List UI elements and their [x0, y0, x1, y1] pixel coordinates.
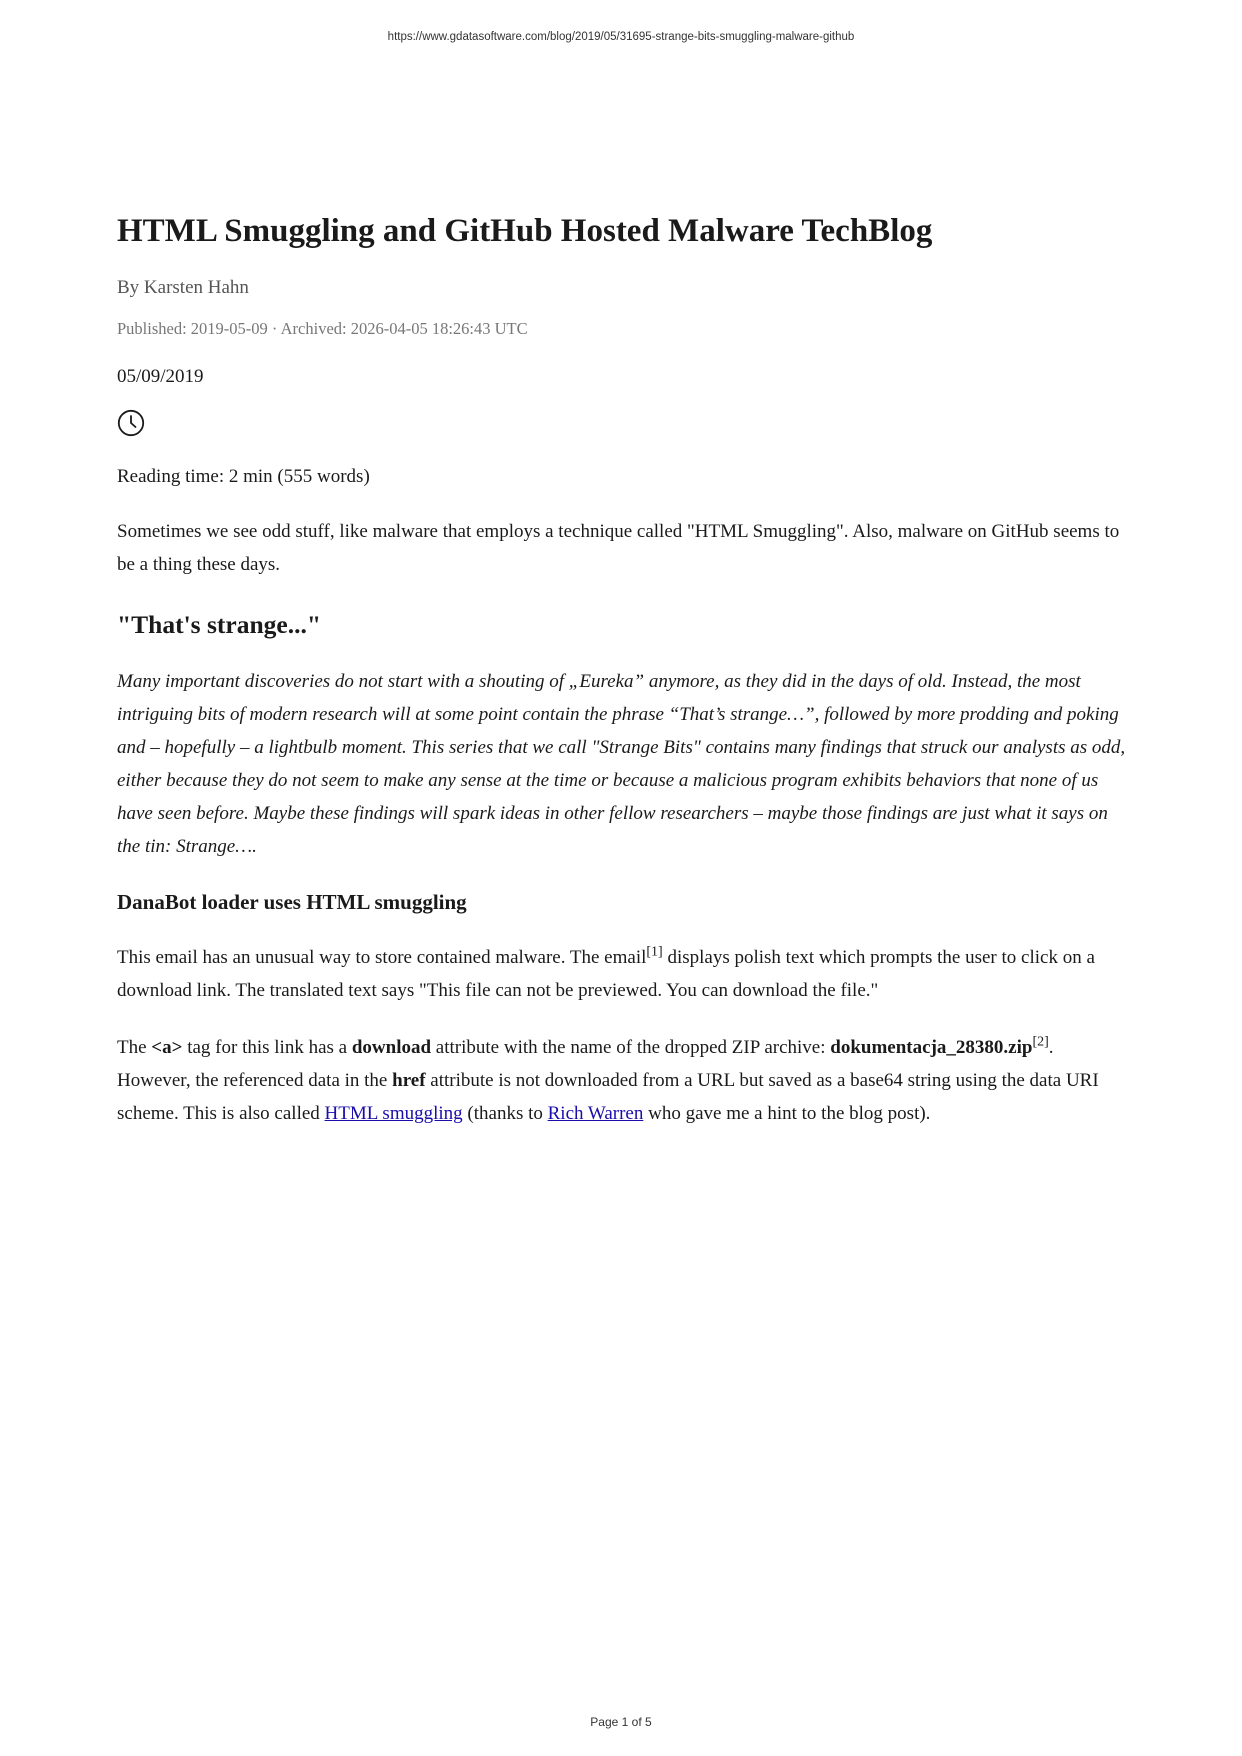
- para2-text-4: . However, the referenced data in the: [117, 1037, 1054, 1091]
- para1-text-b: displays polish text which prompts the user to click on a download link. The translated text says "This file can not be previewed. You can download the file.": [117, 947, 1095, 1001]
- reading-time: Reading time: 2 min (555 words): [117, 466, 370, 487]
- para1-text-a: This email has an unusual way to store contained malware. The email: [117, 947, 647, 968]
- para2-text-5: attribute is not downloaded from a URL but saved as a base64 string using the data URI scheme. This is also called: [117, 1070, 1099, 1124]
- page-header-url: https://www.gdatasoftware.com/blog/2019/05/31695-strange-bits-smuggling-malware-github: [387, 31, 855, 43]
- para2-text-2: tag for this link has a: [182, 1037, 352, 1058]
- page-number: Page 1 of 5: [590, 1715, 652, 1729]
- href-attr-term: href: [392, 1070, 426, 1091]
- rich-warren-link[interactable]: Rich Warren: [547, 1103, 644, 1124]
- clock-icon: [117, 409, 145, 437]
- intro-paragraph: Sometimes we see odd stuff, like malware that employs a technique called "HTML Smuggling". Also, malware on GitHub seems to be a thing these days.: [117, 521, 1120, 575]
- download-attr-term: download: [351, 1037, 432, 1058]
- footnote-ref-2: [2]: [1032, 1034, 1049, 1050]
- paragraph-email: [117, 941, 1127, 1007]
- para2-text-7: who gave me a hint to the blog post).: [643, 1103, 931, 1124]
- para2-text-1: The: [117, 1037, 152, 1058]
- article-title: HTML Smuggling and GitHub Hosted Malware TechBlog: [117, 213, 933, 249]
- subheading: DanaBot loader uses HTML smuggling: [117, 890, 467, 914]
- para2-text-3: attribute with the name of the dropped ZIP archive:: [431, 1037, 831, 1058]
- publish-info: Published: 2019-05-09 · Archived: 2026-04-05 18:26:43 UTC: [117, 319, 528, 338]
- article-byline: By Karsten Hahn: [117, 277, 249, 298]
- article-date: 05/09/2019: [117, 366, 204, 387]
- section-heading: "That's strange...": [117, 610, 321, 639]
- quote-paragraph: Many important discoveries do not start with a shouting of „Eureka” anymore, as they did in the days of old. Instead, the most intriguing bits of modern research will at some point contain the phrase “That’s strange…”, followed by more prodding and poking and – hopefully – a lightbulb moment. This series that we call "Strange Bits" contains many findings that struck our analysts as odd, either because they do not seem to make any sense at the time or because a malicious program exhibits behaviors that none of us have seen before. Maybe these findings will spark ideas in other fellow researchers – maybe those findings are just what it says on the tin: Strange….: [117, 671, 1126, 857]
- paragraph-smuggling: [117, 1031, 1127, 1130]
- footnote-ref-1: [1]: [646, 944, 663, 960]
- article: [117, 206, 1127, 1130]
- anchor-tag-term: <a>: [151, 1037, 183, 1058]
- html-smuggling-link[interactable]: HTML smuggling: [324, 1103, 463, 1124]
- zip-filename: dokumentacja_28380.zip: [830, 1037, 1033, 1058]
- para2-text-6: (thanks to: [462, 1103, 548, 1124]
